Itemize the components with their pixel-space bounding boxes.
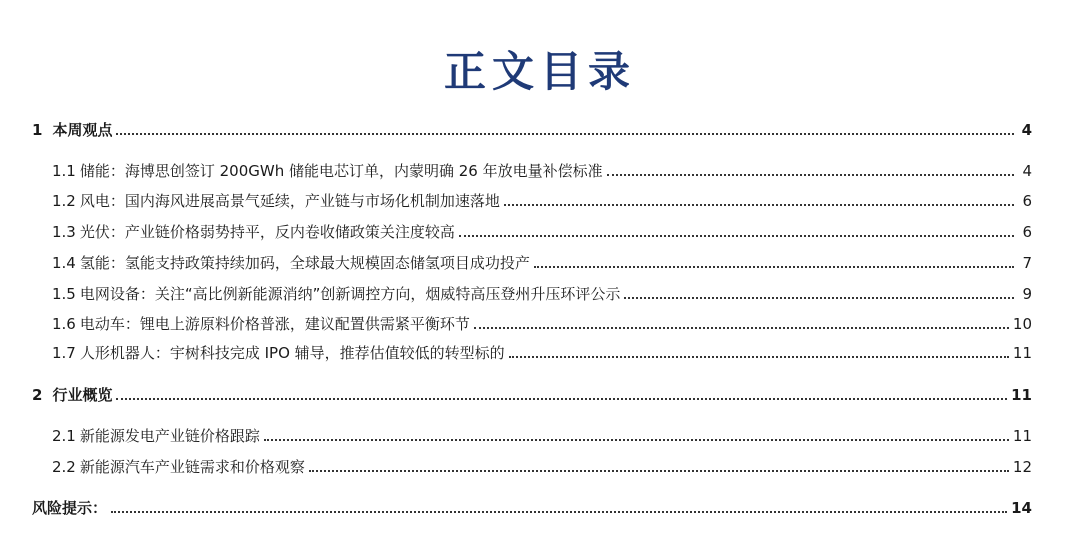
toc-entry-number: 2.1 bbox=[52, 427, 76, 445]
toc-entry-2-1[interactable] bbox=[52, 424, 1032, 446]
toc-leader-dots bbox=[116, 133, 1014, 135]
toc-leader-dots bbox=[534, 266, 1014, 268]
toc-entry-number: 1.6 bbox=[52, 315, 76, 333]
toc-page-number: 9 bbox=[1022, 285, 1032, 303]
toc-leader-dots bbox=[474, 327, 1009, 329]
toc-page-number: 4 bbox=[1022, 162, 1032, 180]
toc-entry-text: 新能源发电产业链价格跟踪 bbox=[79, 427, 260, 445]
toc-entry-label bbox=[32, 498, 107, 518]
toc-entry-label bbox=[52, 343, 505, 363]
toc-entry-text: 新能源汽车产业链需求和价格观察 bbox=[79, 458, 305, 476]
toc-entry-text: 行业概览 bbox=[52, 386, 113, 404]
toc-page-number: 6 bbox=[1022, 192, 1032, 210]
toc-entry-label bbox=[32, 120, 112, 140]
toc-entry-1-3[interactable] bbox=[52, 220, 1032, 242]
toc-entry-text: 氢能：氢能支持政策持续加码，全球最大规模固态储氢项目成功投产 bbox=[79, 254, 530, 272]
toc-leader-dots bbox=[509, 356, 1009, 358]
toc-entry-label bbox=[52, 253, 530, 273]
toc-entry-number: 1.2 bbox=[52, 192, 76, 210]
toc-entry-number: 1.3 bbox=[52, 223, 76, 241]
toc-entry-text: 风电：国内海风进展高景气延续，产业链与市场化机制加速落地 bbox=[79, 192, 500, 210]
toc-entry-1-2[interactable] bbox=[52, 189, 1032, 211]
toc-leader-dots bbox=[111, 511, 1007, 513]
toc-entry-1-5[interactable] bbox=[52, 282, 1032, 304]
toc-entry-number: 2 bbox=[32, 386, 43, 404]
toc-entry-risk-warning[interactable] bbox=[32, 496, 1032, 518]
toc-entry-number: 1.7 bbox=[52, 344, 76, 362]
toc-leader-dots bbox=[504, 204, 1014, 206]
toc-entry-number: 1.5 bbox=[52, 285, 76, 303]
toc-entry-label bbox=[52, 222, 455, 242]
toc-page-number: 4 bbox=[1021, 121, 1032, 139]
toc-leader-dots bbox=[459, 235, 1014, 237]
toc-entry-text: 人形机器人：宇树科技完成 IPO 辅导，推荐估值较低的转型标的 bbox=[79, 344, 505, 362]
toc-entry-label bbox=[52, 426, 260, 446]
toc-entry-1[interactable] bbox=[32, 118, 1032, 140]
toc-entry-1-7[interactable] bbox=[52, 341, 1032, 363]
toc-entry-label bbox=[52, 457, 305, 477]
toc-entry-2[interactable] bbox=[32, 383, 1032, 405]
toc-entry-1-6[interactable] bbox=[52, 312, 1032, 334]
toc-page-number: 11 bbox=[1012, 427, 1032, 445]
toc-entry-label bbox=[32, 385, 112, 405]
toc-entry-text: 本周观点 bbox=[52, 121, 113, 139]
toc-leader-dots bbox=[624, 297, 1014, 299]
toc-entry-2-2[interactable] bbox=[52, 455, 1032, 477]
toc-entry-text: 光伏：产业链价格弱势持平，反内卷收储政策关注度较高 bbox=[79, 223, 455, 241]
toc-leader-dots bbox=[309, 470, 1009, 472]
toc-page-number: 12 bbox=[1012, 458, 1032, 476]
toc-entry-number: 1 bbox=[32, 121, 43, 139]
toc-leader-dots bbox=[607, 174, 1014, 176]
toc-page-number: 6 bbox=[1022, 223, 1032, 241]
toc-entry-number: 2.2 bbox=[52, 458, 76, 476]
toc-page-number: 11 bbox=[1012, 344, 1032, 362]
toc-page-number: 7 bbox=[1022, 254, 1032, 272]
page-title: 正文目录 bbox=[443, 47, 636, 96]
toc-entry-1-4[interactable] bbox=[52, 251, 1032, 273]
toc-entry-number: 1.1 bbox=[52, 162, 76, 180]
toc-entry-label bbox=[52, 284, 620, 304]
toc-entry-label bbox=[52, 314, 470, 334]
toc-page-number: 11 bbox=[1011, 386, 1032, 404]
toc-entry-text: 电动车：锂电上游原料价格普涨，建议配置供需紧平衡环节 bbox=[79, 315, 470, 333]
toc-page-number: 14 bbox=[1011, 499, 1032, 517]
toc-entry-text: 风险提示： bbox=[32, 499, 108, 517]
toc-entry-label bbox=[52, 161, 603, 181]
toc-leader-dots bbox=[116, 398, 1007, 400]
toc-page-number: 10 bbox=[1012, 315, 1032, 333]
toc-leader-dots bbox=[264, 439, 1009, 441]
toc-entry-1-1[interactable] bbox=[52, 159, 1032, 181]
toc-entry-text: 储能：海博思创签订 200GWh 储能电芯订单，内蒙明确 26 年放电量补偿标准 bbox=[79, 162, 603, 180]
toc-entry-text: 电网设备：关注“高比例新能源消纳”创新调控方向，烟威特高压登州升压环评公示 bbox=[79, 285, 621, 303]
toc-entry-number: 1.4 bbox=[52, 254, 76, 272]
toc-entry-label bbox=[52, 191, 500, 211]
